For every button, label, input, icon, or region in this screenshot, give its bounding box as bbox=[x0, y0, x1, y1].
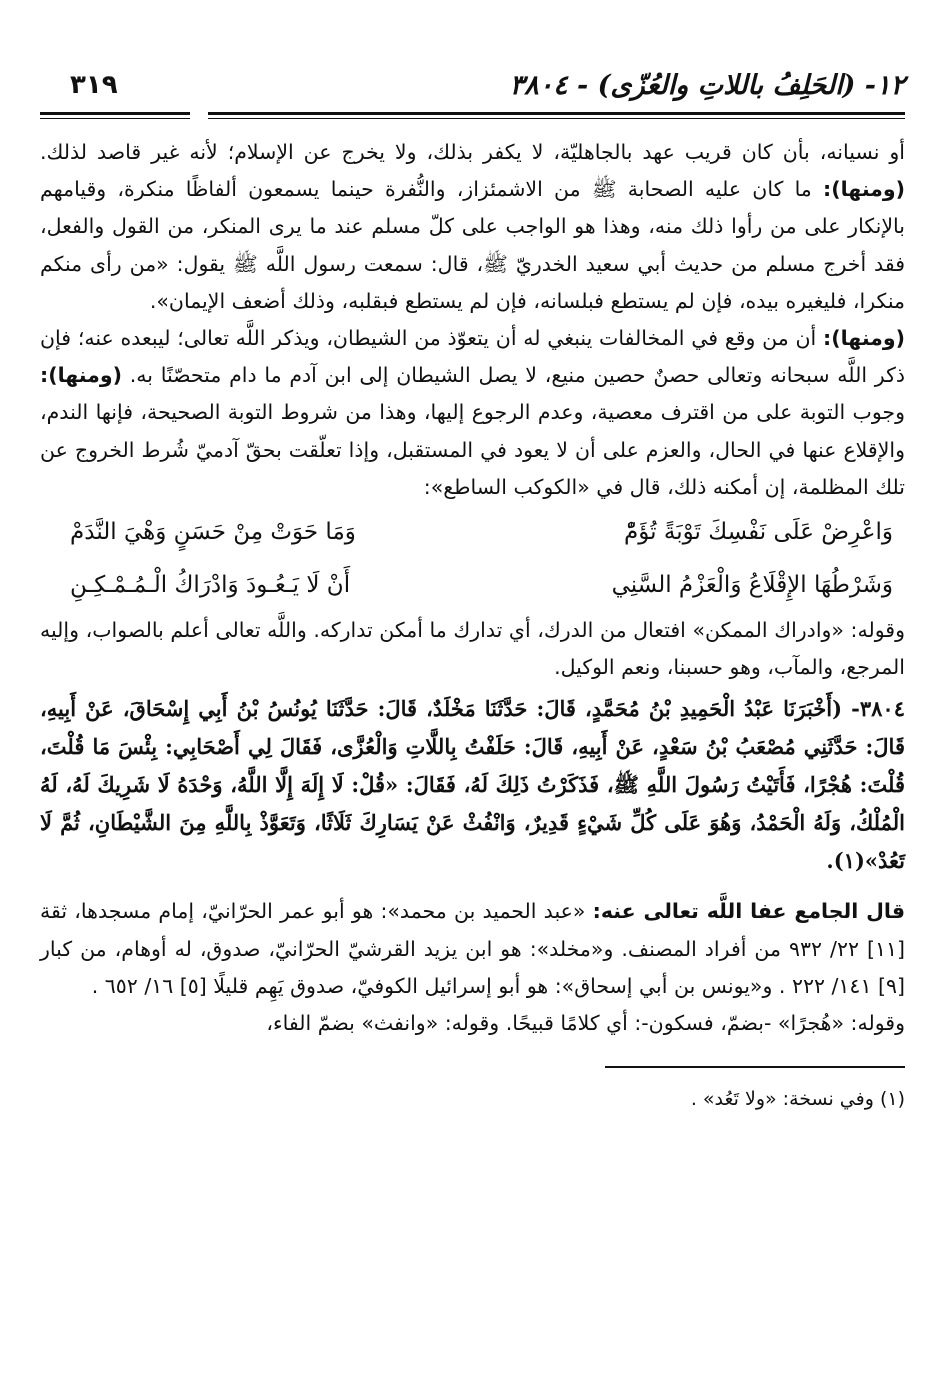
paragraph-1-text: أو نسيانه، بأن كان قريب عهد بالجاهليّة، لا يكفر بذلك، ولا يخرج عن الإسلام؛ لأنه غير قاصد لذلك. bbox=[40, 140, 905, 164]
verse-line-2 bbox=[40, 559, 905, 612]
book-page bbox=[40, 62, 905, 1114]
paragraph-2-text: أن من وقع في المخالفات ينبغي له أن يتعوّذ من الشيطان، ويذكر اللَّه تعالى؛ ليبعده عنه؛ فإن ذكر اللَّه سبحانه وتعالى حصنٌ حصين منيع، لا يصل الشيطان إلى ابن آدم ما دام متحصّنًا به. bbox=[40, 326, 905, 388]
header-rule bbox=[40, 108, 905, 122]
verse-2-first-hemistich: وَشَرْطُهَا الإِقْلَاعُ وَالْعَزْمُ السَّنِي bbox=[611, 572, 893, 599]
jami-last-line: وقوله: «هُجرًا» -بضمّ، فسكون-: أي كلامًا قبيحًا. وقوله: «وانفث» بضمّ الفاء، bbox=[266, 1011, 905, 1036]
paragraph-1 bbox=[40, 134, 905, 320]
paragraph-2-label: (ومنها): bbox=[823, 326, 905, 351]
jami-label: قال الجامع عفا اللَّه تعالى عنه: bbox=[592, 899, 905, 924]
paragraph-3-text: وجوب التوبة على من اقترف معصية، وعدم الرجوع إليها، وهذا من شروط التوبة الصحيحة، فإنها الندم، والإقلاع عنها في الحال، والعزم على أن لا يعود في المستقبل، وإذا تعلّقت بحقّ آدميّ شُرط الخروج عن تلك المظلمة، إن أمكنه ذلك، قال في «الكوكب الساطع»: bbox=[40, 400, 905, 499]
verse-line-1 bbox=[40, 506, 905, 559]
paragraph-3-label: (ومنها): bbox=[40, 363, 122, 388]
verse-1-first-hemistich: وَاعْرِضْ عَلَى نَفْسِكَ تَوْبَةً تُؤَمّْ bbox=[624, 519, 893, 546]
hadith-block bbox=[40, 690, 905, 879]
running-title: ١٢- (الحَلِفُ باللاتِ والعُزّى) - ٣٨٠٤ bbox=[509, 69, 905, 101]
page-number: ٣١٩ bbox=[70, 70, 118, 100]
footnote-divider bbox=[605, 1066, 905, 1068]
verse-1-second-hemistich: وَمَا حَوَتْ مِنْ حَسَنٍ وَهْيَ النَّدَمْ bbox=[70, 519, 356, 546]
commentary-paragraph: وقوله: «وادراك الممكن» افتعال من الدرك، أي تدارك ما أمكن تداركه. واللَّه تعالى أعلم بالصواب، وإليه المرجع، والمآب، وهو حسبنا، ونعم الوكيل. bbox=[40, 618, 905, 680]
jami-paragraph bbox=[40, 893, 905, 1005]
jami-text: «عبد الحميد بن محمد»: هو أبو عمر الحرّانيّ، إمام مسجدها، ثقة [١١] ٢٢/ ٩٣٢ من أفراد المصنف. و«مخلد»: هو ابن يزيد القرشيّ الحرّانيّ، صدوق، له أوهام، من كبار [٩] ١٤١/ ٢٢٢ . و«يونس بن أبي إسحاق»: هو أبو إسرائيل الكوفيّ، صدوق يَهِم قليلًا [٥] ١٦/ ٦٥٢ . bbox=[40, 899, 905, 998]
footnote: (١) وفي نسخة: «ولا تَعُد» . bbox=[690, 1088, 905, 1111]
page-header bbox=[40, 62, 905, 108]
header-rule-short bbox=[40, 112, 190, 119]
header-rule-long bbox=[208, 112, 905, 119]
paragraph-1-continuation: ما كان عليه الصحابة ﷺ من الاشمئزاز، والنُّفرة حينما يسمعون ألفاظًا منكرة، وقيامهم بالإنكار على من رأوا ذلك منه، وهذا هو الواجب على كلّ مسلم عند ما يرى المنكر، من القول والفعل، فقد أخرج مسلم من حديث أبي سعيد الخدريّ ﷺ، قال: سمعت رسول اللَّه ﷺ يقول: «من رأى منكم منكرا، فليغيره بيده، فإن لم يستطع فبلسانه، فإن لم يستطع فبقلبه، وذلك أضعف الإيمان». bbox=[40, 177, 905, 313]
paragraph-2 bbox=[40, 320, 905, 506]
verse-2-second-hemistich: أَنْ لَا يَـعُـودَ وَادْرَاكُ الْـمُـمْـكِـنِ bbox=[70, 572, 351, 599]
jami-commentary bbox=[40, 893, 905, 1042]
hadith-text: ٣٨٠٤- (أَخْبَرَنَا عَبْدُ الْحَمِيدِ بْنُ مُحَمَّدٍ، قَالَ: حَدَّثَنَا مَخْلَدٌ، قَالَ: حَدَّثَنَا يُونُسُ بْنُ أَبِي إِسْحَاقَ، عَنْ أَبِيهِ، قَالَ: حَدَّثَنِي مُصْعَبُ بْنُ سَعْدٍ، عَنْ أَبِيهِ، قَالَ: حَلَفْتُ بِاللَّاتِ وَالْعُزَّى، فَقَالَ لِي أَصْحَابِي: بِئْسَ مَا قُلْتَ، قُلْتَ: هُجْرًا، فَأَتَيْتُ رَسُولَ اللَّهِ ﷺ، فَذَكَرْتُ ذَلِكَ لَهُ، فَقَالَ: «قُلْ: لَا إِلَهَ إِلَّا اللَّهُ، وَحْدَهُ لَا شَرِيكَ لَهُ، لَهُ الْمُلْكُ، وَلَهُ الْحَمْدُ، وَهُوَ عَلَى كُلِّ شَيْءٍ قَدِيرٌ، وَانْفُثْ عَنْ يَسَارِكَ ثَلَاثًا، وَتَعَوَّذْ بِاللَّهِ مِنَ الشَّيْطَانِ، ثُمَّ لَا تَعُدْ»(١). bbox=[40, 696, 905, 873]
paragraph-1-label: (ومنها): bbox=[823, 177, 905, 202]
